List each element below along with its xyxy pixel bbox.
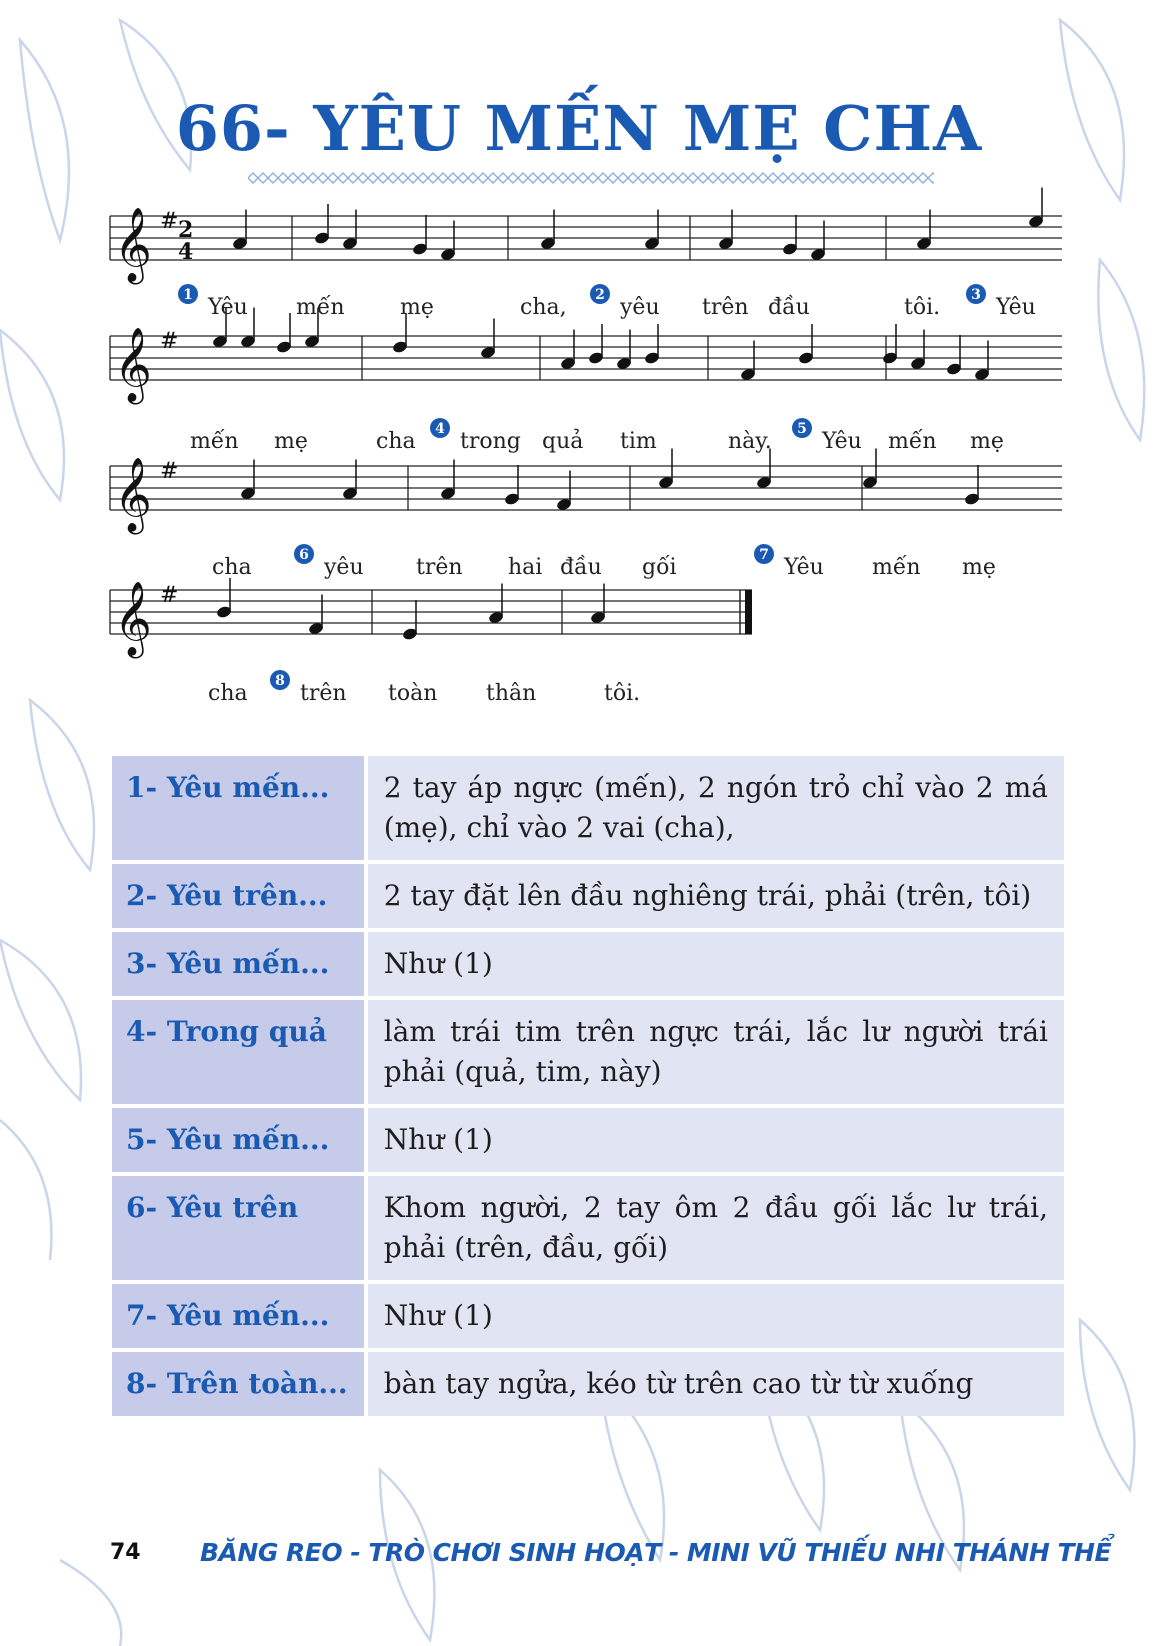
svg-text:8: 8	[275, 673, 285, 689]
action-row	[112, 1176, 1064, 1280]
time-signature-top: 2	[178, 217, 194, 243]
note	[782, 215, 799, 256]
verse-marker-2	[590, 284, 610, 304]
note	[480, 319, 497, 360]
verse-marker-3	[966, 284, 986, 304]
svg-text:4: 4	[435, 421, 445, 437]
note	[946, 335, 963, 376]
action-step-label: 2- Yêu trên...	[112, 864, 368, 928]
action-row	[112, 1284, 1064, 1348]
lyric-word: Yêu	[208, 295, 248, 320]
lyric-word: yêu	[324, 555, 364, 580]
action-step-label: 6- Yêu trên	[112, 1176, 368, 1280]
action-step-label: 3- Yêu mến...	[112, 932, 368, 996]
action-description: 2 tay áp ngực (mến), 2 ngón trỏ chỉ vào 2 má (mẹ), chỉ vào 2 vai (cha),	[368, 756, 1064, 860]
note	[862, 449, 879, 490]
lyric-word: gối	[642, 555, 677, 580]
action-row	[112, 1000, 1064, 1104]
key-signature-sharp: #	[160, 459, 179, 484]
action-description: Khom người, 2 tay ôm 2 đầu gối lắc lư trái, phải (trên, đầu, gối)	[368, 1176, 1064, 1280]
treble-clef-icon: 𝄞	[114, 582, 152, 656]
actions-table	[112, 752, 1064, 1420]
note	[216, 578, 233, 619]
note	[644, 324, 661, 365]
note	[756, 449, 773, 490]
note	[504, 465, 521, 506]
treble-clef-icon: 𝄞	[114, 458, 152, 532]
lyric-word: đầu	[560, 555, 602, 580]
staff-3	[110, 458, 1062, 535]
lyric-word: mến	[872, 555, 921, 580]
note	[1028, 188, 1045, 229]
action-step-label: 4- Trong quả	[112, 1000, 368, 1104]
svg-text:3: 3	[971, 287, 981, 303]
note	[588, 324, 605, 365]
final-bar-thick	[745, 590, 752, 634]
time-signature-bottom: 4	[178, 239, 194, 265]
action-description: Như (1)	[368, 1284, 1064, 1348]
action-step-label: 5- Yêu mến...	[112, 1108, 368, 1172]
action-description: bàn tay ngửa, kéo từ trên cao từ từ xuống	[368, 1352, 1064, 1416]
note	[658, 449, 675, 490]
page-title: 66- YÊU MẾN MẸ CHA	[175, 92, 983, 165]
music-score	[0, 0, 1158, 730]
action-description: 2 tay đặt lên đầu nghiêng trái, phải (trên, tôi)	[368, 864, 1064, 928]
treble-clef-icon: 𝄞	[114, 328, 152, 402]
svg-text:7: 7	[759, 547, 769, 563]
lyric-word: hai	[508, 555, 543, 580]
key-signature-sharp: #	[160, 209, 179, 234]
treble-clef-icon: 𝄞	[114, 208, 152, 282]
note	[964, 465, 981, 506]
action-row	[112, 864, 1064, 928]
svg-text:6: 6	[299, 547, 309, 563]
lyric-word: yêu	[620, 295, 660, 320]
note	[412, 215, 429, 256]
lyric-word: Yêu	[822, 429, 862, 454]
verse-marker-5	[792, 418, 812, 438]
lyric-word: thân	[486, 681, 537, 706]
note	[882, 324, 899, 365]
note	[314, 204, 331, 245]
lyric-word: mến	[296, 295, 345, 320]
lyric-word: quả	[542, 429, 584, 454]
verse-marker-6	[294, 544, 314, 564]
action-step-label: 7- Yêu mến...	[112, 1284, 368, 1348]
lyric-word: tôi.	[904, 295, 941, 320]
lyric-word: mẹ	[962, 555, 996, 580]
verse-marker-4	[430, 418, 450, 438]
lyric-word: này.	[728, 429, 772, 454]
svg-text:2: 2	[595, 287, 605, 303]
staff-4	[110, 582, 752, 659]
action-row	[112, 756, 1064, 860]
note	[402, 600, 419, 641]
verse-marker-7	[754, 544, 774, 564]
svg-text:1: 1	[183, 287, 193, 303]
page-number: 74	[110, 1540, 141, 1565]
key-signature-sharp: #	[160, 583, 179, 608]
lyric-word: mến	[190, 429, 239, 454]
lyric-word: trên	[702, 295, 749, 320]
lyric-word: mẹ	[970, 429, 1004, 454]
action-row	[112, 1352, 1064, 1416]
verse-marker-8	[270, 670, 290, 690]
action-description: Như (1)	[368, 1108, 1064, 1172]
note	[798, 324, 815, 365]
svg-text:5: 5	[797, 421, 807, 437]
lyric-word: cha	[208, 681, 248, 706]
lyric-word: mẹ	[400, 295, 434, 320]
lyric-word: trong	[460, 429, 521, 454]
action-step-label: 8- Trên toàn...	[112, 1352, 368, 1416]
lyric-word: trên	[300, 681, 347, 706]
note	[276, 313, 293, 354]
lyric-word: cha	[212, 555, 252, 580]
action-description: Như (1)	[368, 932, 1064, 996]
book-title: BĂNG REO - TRÒ CHƠI SINH HOẠT - MINI VŨ THIẾU NHI THÁNH THỂ	[200, 1538, 1112, 1567]
lyric-word: mến	[888, 429, 937, 454]
verse-marker-1	[178, 284, 198, 304]
lyric-word: trên	[416, 555, 463, 580]
action-row	[112, 932, 1064, 996]
lyric-word: Yêu	[996, 295, 1036, 320]
action-step-label: 1- Yêu mến...	[112, 756, 368, 860]
lyric-word: tim	[620, 429, 657, 454]
lyric-word: tôi.	[604, 681, 641, 706]
key-signature-sharp: #	[160, 329, 179, 354]
lyric-word: toàn	[388, 681, 438, 706]
lyric-word: cha,	[520, 295, 567, 320]
lyric-word: mẹ	[274, 429, 308, 454]
lyric-word: đầu	[768, 295, 810, 320]
lyric-word: cha	[376, 429, 416, 454]
action-description: làm trái tim trên ngực trái, lắc lư người trái phải (quả, tim, này)	[368, 1000, 1064, 1104]
lyric-word: Yêu	[784, 555, 824, 580]
action-row	[112, 1108, 1064, 1172]
